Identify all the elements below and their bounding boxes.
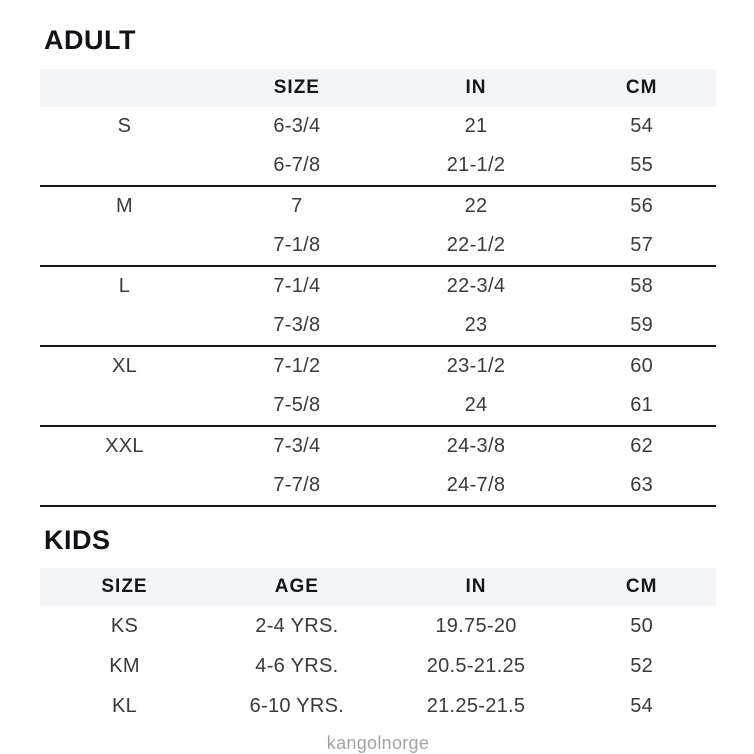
in-value: 22: [464, 194, 488, 217]
in-value: 19.75-20: [435, 614, 517, 637]
in-value: 24: [385, 386, 568, 426]
adult-header-size: SIZE: [209, 69, 385, 107]
table-row: [40, 306, 716, 346]
cm-value: 58: [630, 274, 654, 297]
cm-value: 59: [567, 306, 716, 346]
cm-value: 60: [630, 354, 654, 377]
kids-size-table: [40, 568, 716, 726]
cm-value: 61: [567, 386, 716, 426]
table-row: [40, 426, 716, 466]
kids-header-in: IN: [385, 568, 568, 606]
adult-section-title: ADULT: [44, 25, 136, 55]
size-group-label: M: [116, 194, 133, 217]
in-value: 21-1/2: [385, 146, 568, 186]
adult-size-table: [40, 69, 716, 507]
table-row: [40, 386, 716, 426]
kids-size-label: KS: [110, 614, 139, 637]
size-value: 7-3/8: [209, 306, 385, 346]
in-value: 22-1/2: [385, 226, 568, 266]
cm-value: 52: [630, 654, 654, 677]
table-row: [40, 606, 716, 646]
kids-table-header: [40, 568, 716, 606]
kids-header-size: SIZE: [40, 568, 209, 606]
kids-size-label: KM: [109, 654, 140, 677]
adult-header-in: IN: [385, 69, 568, 107]
size-value: 7-5/8: [209, 386, 385, 426]
table-row: [40, 646, 716, 686]
table-row: [40, 346, 716, 386]
size-value: 7-1/8: [209, 226, 385, 266]
kids-header-cm: CM: [567, 568, 716, 606]
in-value: 21.25-21.5: [426, 694, 526, 717]
table-row: [40, 146, 716, 186]
cm-value: 54: [630, 114, 654, 137]
size-group-label: L: [118, 274, 131, 297]
table-row: [40, 186, 716, 226]
adult-header-cm: CM: [567, 69, 716, 107]
brand-watermark: kangolnorge: [326, 733, 430, 754]
cm-value: 55: [567, 146, 716, 186]
age-value: 4-6 YRS.: [255, 654, 339, 677]
age-value: 2-4 YRS.: [255, 614, 339, 637]
size-value: 7-3/4: [273, 434, 321, 457]
table-row: [40, 466, 716, 506]
size-group-label-empty: [40, 146, 209, 186]
kids-size-label: KL: [111, 694, 138, 717]
size-value: 7: [291, 194, 303, 217]
cm-value: 50: [630, 614, 654, 637]
in-value: 24-3/8: [446, 434, 506, 457]
size-value: 7-1/4: [273, 274, 321, 297]
size-group-label: S: [117, 114, 132, 137]
age-value: 6-10 YRS.: [249, 694, 345, 717]
size-value: 6-7/8: [209, 146, 385, 186]
cm-value: 62: [630, 434, 654, 457]
size-value: 6-3/4: [273, 114, 321, 137]
kids-section-title: KIDS: [44, 524, 111, 555]
table-row: [40, 266, 716, 306]
size-group-label: XXL: [105, 434, 144, 457]
in-value: 23-1/2: [446, 354, 506, 377]
in-value: 21: [464, 114, 488, 137]
cm-value: 56: [630, 194, 654, 217]
in-value: 20.5-21.25: [426, 654, 526, 677]
cm-value: 63: [567, 466, 716, 506]
in-value: 23: [385, 306, 568, 346]
table-row: [40, 226, 716, 266]
size-value: 7-1/2: [273, 354, 321, 377]
cm-value: 57: [567, 226, 716, 266]
adult-header-blank: [40, 69, 209, 107]
size-group-label-empty: [40, 306, 209, 346]
size-value: 7-7/8: [209, 466, 385, 506]
size-group-label: XL: [111, 354, 138, 377]
size-group-label-empty: [40, 386, 209, 426]
adult-table-header: [40, 69, 716, 107]
in-value: 24-7/8: [385, 466, 568, 506]
kids-header-age: AGE: [209, 568, 385, 606]
table-row: [40, 107, 716, 146]
cm-value: 54: [630, 694, 654, 717]
in-value: 22-3/4: [446, 274, 506, 297]
kids-header-row: [40, 568, 716, 606]
table-row: [40, 686, 716, 726]
adult-header-row: [40, 69, 716, 107]
size-group-label-empty: [40, 466, 209, 506]
size-group-label-empty: [40, 226, 209, 266]
